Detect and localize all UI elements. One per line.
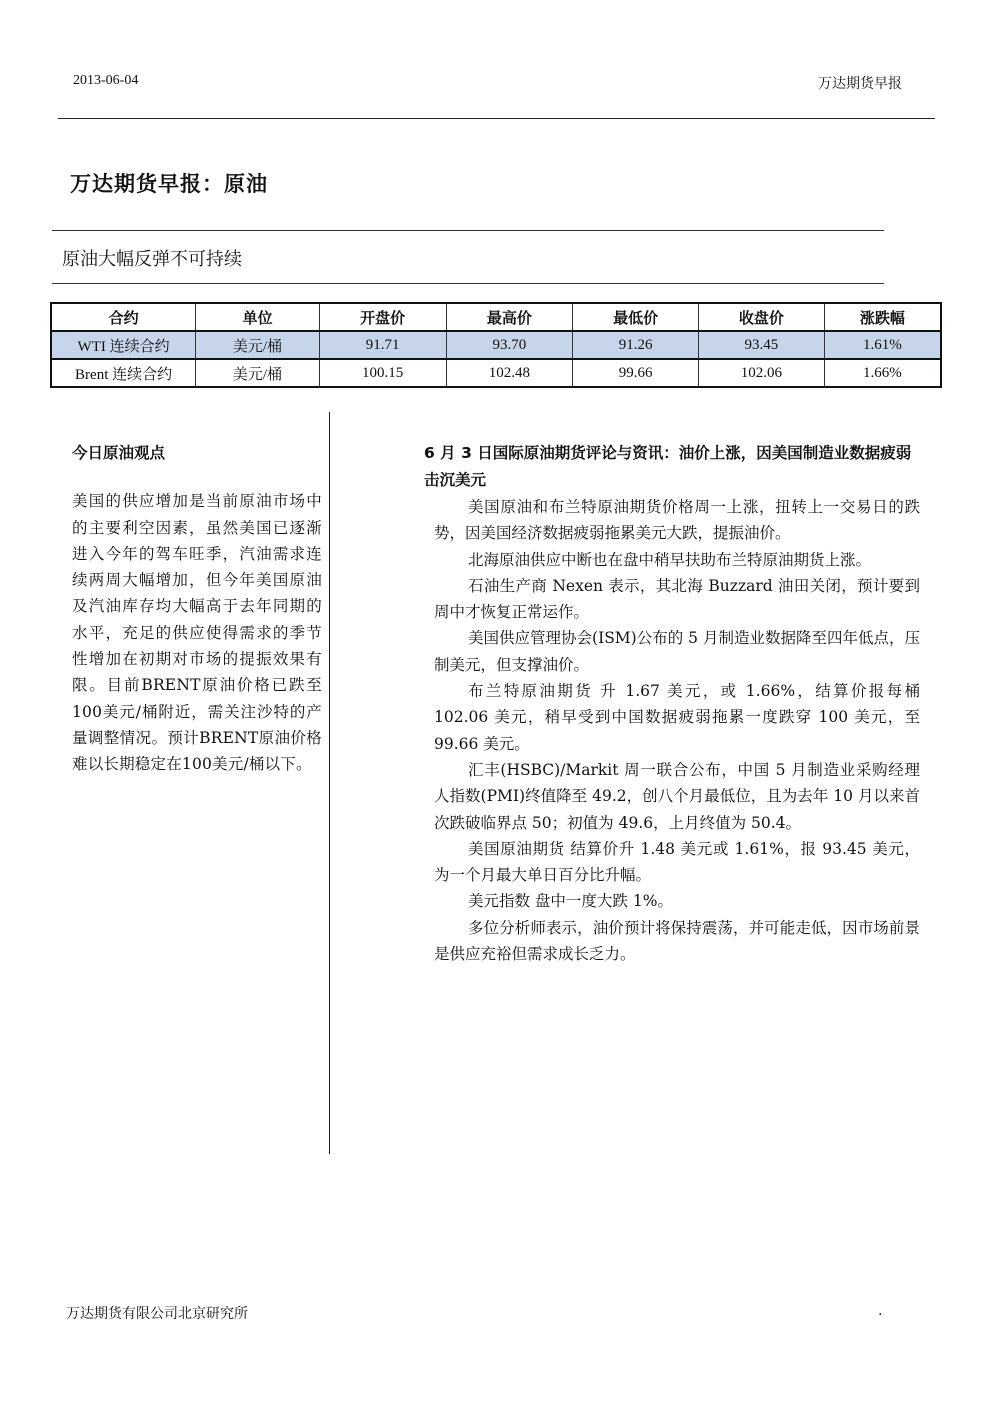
table-cell: 100.15 [319, 359, 446, 387]
table-cell: 美元/桶 [196, 359, 320, 387]
table-cell: 美元/桶 [196, 331, 320, 359]
title-divider [52, 230, 884, 231]
news-paragraph: 美元指数 盘中一度大跌 1%。 [468, 892, 673, 911]
news-paragraph: 石油生产商 Nexen 表示，其北海 Buzzard 油田关闭，预计要到周中才恢复正常运作。 [434, 576, 920, 622]
table-cell: 93.70 [446, 331, 573, 359]
table-cell: 99.66 [573, 359, 699, 387]
column-divider [329, 412, 330, 1154]
column-header: 收盘价 [698, 303, 824, 331]
table-header-row [51, 303, 941, 331]
table-cell: 91.26 [573, 331, 699, 359]
column-header: 涨跌幅 [824, 303, 941, 331]
table-row [51, 359, 941, 387]
column-header: 合约 [51, 303, 196, 331]
news-paragraph: 美国原油和布兰特原油期货价格周一上涨，扭转上一交易日的跌势，因美国经济数据疲弱拖累美元大跌，提振油价。 [434, 498, 920, 543]
table-cell: 1.61% [824, 331, 941, 359]
column-header: 最高价 [446, 303, 573, 331]
table-cell: 93.45 [698, 331, 824, 359]
news-heading: 6 月 3 日国际原油期货评论与资讯：油价上涨，因美国制造业数据疲弱击沉美元 [424, 444, 912, 489]
footer-organization: 万达期货有限公司北京研究所 [66, 1306, 248, 1322]
subtitle-divider [52, 283, 884, 284]
footer-mark: . [878, 1303, 883, 1319]
outlook-body: 美国的供应增加是当前原油市场中的主要利空因素，虽然美国已逐渐进入今年的驾车旺季，汽油需求连续两周大幅增加，但今年美国原油及汽油库存均大幅高于去年同期的水平，充足的供应使得需求的季节性增加在初期对市场的提振效果有限。目前BRENT原油价格已跌至100美元/桶附近，需关注沙特的产量调整情况。预计BRENT原油价格难以长期稳定在100美元/桶以下。 [72, 492, 322, 774]
outlook-heading: 今日原油观点 [72, 444, 166, 462]
header-date: 2013-06-04 [73, 73, 139, 88]
column-header: 最低价 [573, 303, 699, 331]
news-paragraph: 汇丰(HSBC)/Markit 周一联合公布，中国 5 月制造业采购经理人指数(PMI)终值降至 49.2，创八个月最低位，且为去年 10 月以来首次跌破临界点 50；初值为 49.6，上月终值为 50.4。 [434, 760, 920, 832]
table-cell: WTI 连续合约 [51, 331, 196, 359]
document-title: 万达期货早报：原油 [70, 172, 268, 196]
table-row [51, 331, 941, 359]
table-cell: 91.71 [319, 331, 446, 359]
header-divider [58, 118, 935, 119]
news-paragraph: 布兰特原油期货 升 1.67 美元，或 1.66%，结算价报每桶 102.06 美元，稍早受到中国数据疲弱拖累一度跌穿 100 美元，至 99.66 美元。 [434, 682, 920, 753]
header-publication: 万达期货早报 [818, 76, 902, 92]
table-cell: 102.48 [446, 359, 573, 387]
outlook-column [72, 440, 322, 778]
news-paragraph: 多位分析师表示，油价预计将保持震荡，并可能走低，因市场前景是供应充裕但需求成长乏力。 [434, 918, 920, 964]
news-column [424, 440, 920, 967]
document-subtitle: 原油大幅反弹不可持续 [62, 249, 242, 270]
news-paragraph: 美国原油期货 结算价升 1.48 美元或 1.61%，报 93.45 美元，为一个月最大单日百分比升幅。 [434, 839, 920, 885]
table-cell: Brent 连续合约 [51, 359, 196, 387]
table-cell: 1.66% [824, 359, 941, 387]
table-cell: 102.06 [698, 359, 824, 387]
price-table [50, 302, 942, 388]
news-paragraph: 美国供应管理协会(ISM)公布的 5 月制造业数据降至四年低点，压制美元，但支撑油价。 [434, 629, 920, 674]
news-paragraph: 北海原油供应中断也在盘中稍早扶助布兰特原油期货上涨。 [468, 550, 872, 569]
column-header: 单位 [196, 303, 320, 331]
column-header: 开盘价 [319, 303, 446, 331]
